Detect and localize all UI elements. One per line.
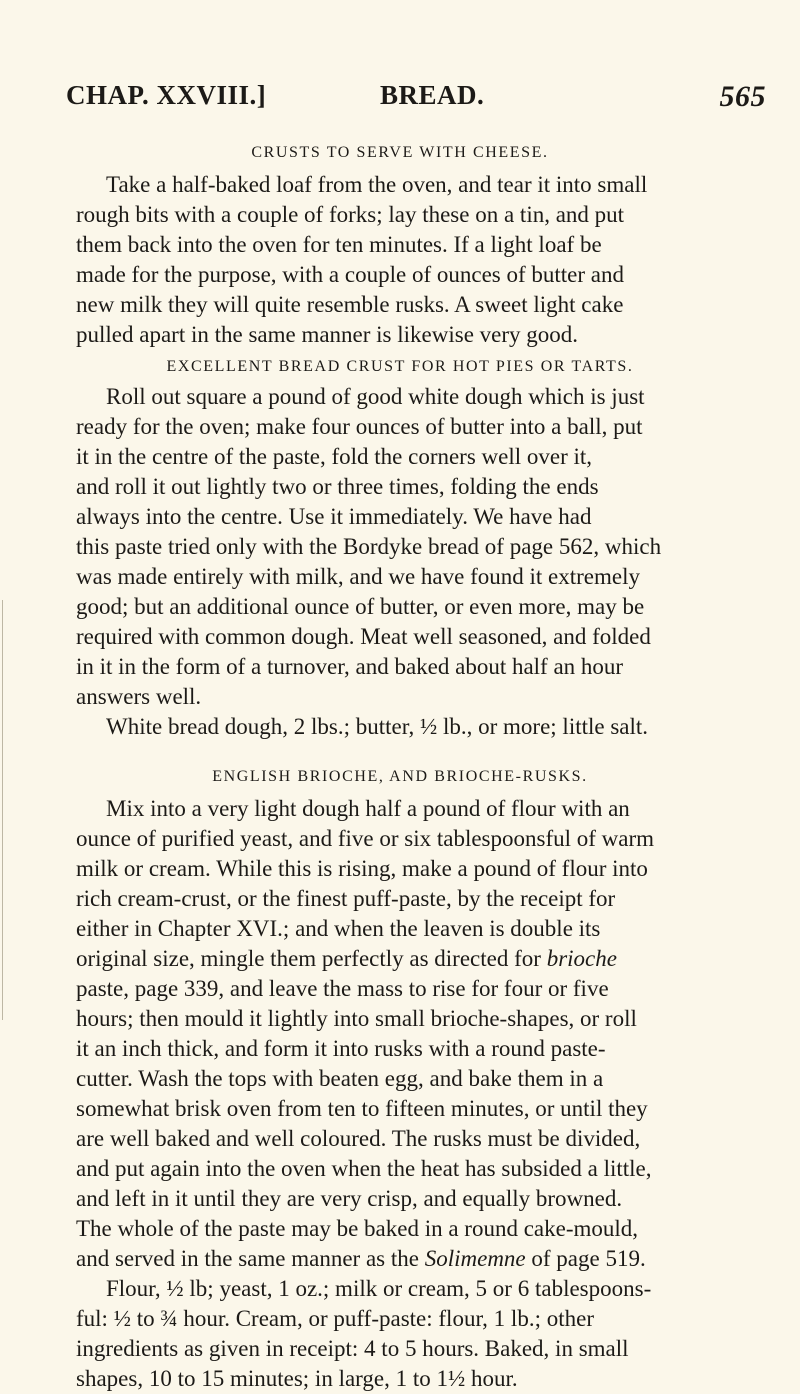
ingredients-line: White bread dough, 2 lbs.; butter, ½ lb., or more; little salt. <box>106 714 649 739</box>
text-line: Take a half-baked loaf from the oven, and tear it into small <box>106 172 648 197</box>
text-line: new milk they will quite resemble rusks. A sweet light cake <box>76 292 624 317</box>
text-line: them back into the oven for ten minutes. If a light loaf be <box>76 232 602 257</box>
text-line: milk or cream. While this is rising, make a pound of flour into <box>76 856 648 881</box>
text-line: it in the centre of the paste, fold the corners well over it, <box>76 444 593 469</box>
text-fragment: of page 519. <box>525 1246 646 1271</box>
text-line: The whole of the paste may be baked in a round cake-mould, <box>76 1216 639 1241</box>
text-line: was made entirely with milk, and we have found it extremely <box>76 564 640 589</box>
text-line: good; but an additional ounce of butter, or even more, may be <box>76 594 645 619</box>
italic-word: brioche <box>546 946 617 971</box>
text-fragment: original size, mingle them perfectly as directed for <box>76 946 541 971</box>
text-line: Mix into a very light dough half a pound of flour with an <box>106 796 630 821</box>
section-body-brioche <box>76 794 768 1394</box>
section-body-crusts <box>76 170 768 350</box>
text-line: ready for the oven; make four ounces of butter into a ball, put <box>76 414 643 439</box>
text-line: hours; then mould it lightly into small brioche-shapes, or roll <box>76 1006 637 1031</box>
text-line: this paste tried only with the Bordyke bread of page 562, which <box>76 534 662 559</box>
page-edge-rule <box>2 600 3 1020</box>
text-line: pulled apart in the same manner is likewise very good. <box>76 322 579 347</box>
text-line: and roll it out lightly two or three times, folding the ends <box>76 474 599 499</box>
ingredients-line: Flour, ½ lb; yeast, 1 oz.; milk or cream, 5 or 6 tablespoons- <box>106 1276 652 1301</box>
ingredients-line: shapes, 10 to 15 minutes; in large, 1 to 1½ hour. <box>76 1366 518 1391</box>
running-header <box>66 80 766 120</box>
section-heading-bread-crust: EXCELLENT BREAD CRUST FOR HOT PIES OR TARTS. <box>166 358 634 375</box>
text-line: always into the centre. Use it immediately. We have had <box>76 504 592 529</box>
text-line: either in Chapter XVI.; and when the leaven is double its <box>76 916 601 941</box>
ingredients-line: ingredients as given in receipt: 4 to 5 hours. Baked, in small <box>76 1336 629 1361</box>
section-body-bread-crust <box>76 382 768 742</box>
text-line: answers well. <box>76 684 202 709</box>
text-line: in it in the form of a turnover, and baked about half an hour <box>76 654 624 679</box>
text-line: rough bits with a couple of forks; lay these on a tin, and put <box>76 202 625 227</box>
header-title: BREAD. <box>380 80 485 110</box>
ingredients-line: ful: ½ to ¾ hour. Cream, or puff-paste: flour, 1 lb.; other <box>76 1306 594 1331</box>
text-line-with-italic <box>76 944 768 974</box>
chapter-label: CHAP. XXVIII.] <box>66 80 267 110</box>
text-line: are well baked and well coloured. The rusks must be divided, <box>76 1126 641 1151</box>
text-line-with-italic <box>76 1244 768 1274</box>
section-heading-crusts: CRUSTS TO SERVE WITH CHEESE. <box>251 144 549 161</box>
text-line: and put again into the oven when the heat has subsided a little, <box>76 1156 652 1181</box>
text-line: made for the purpose, with a couple of ounces of butter and <box>76 262 624 287</box>
text-line: and left in it until they are very crisp, and equally browned. <box>76 1186 623 1211</box>
italic-word: Solimemne <box>424 1246 526 1271</box>
text-line: Roll out square a pound of good white dough which is just <box>106 384 645 409</box>
text-fragment: and served in the same manner as the <box>76 1246 419 1271</box>
text-line: cutter. Wash the tops with beaten egg, and bake them in a <box>76 1066 604 1091</box>
text-line: rich cream-crust, or the finest puff-paste, by the receipt for <box>76 886 616 911</box>
text-line: ounce of purified yeast, and five or six tablespoonsful of warm <box>76 826 655 851</box>
text-line: somewhat brisk oven from ten to fifteen minutes, or until they <box>76 1096 648 1121</box>
text-line: paste, page 339, and leave the mass to rise for four or five <box>76 976 609 1001</box>
text-line: it an inch thick, and form it into rusks with a round paste- <box>76 1036 606 1061</box>
text-line: required with common dough. Meat well seasoned, and folded <box>76 624 651 649</box>
page-number: 565 <box>719 80 766 113</box>
section-heading-brioche: ENGLISH BRIOCHE, AND BRIOCHE-RUSKS. <box>212 768 588 785</box>
